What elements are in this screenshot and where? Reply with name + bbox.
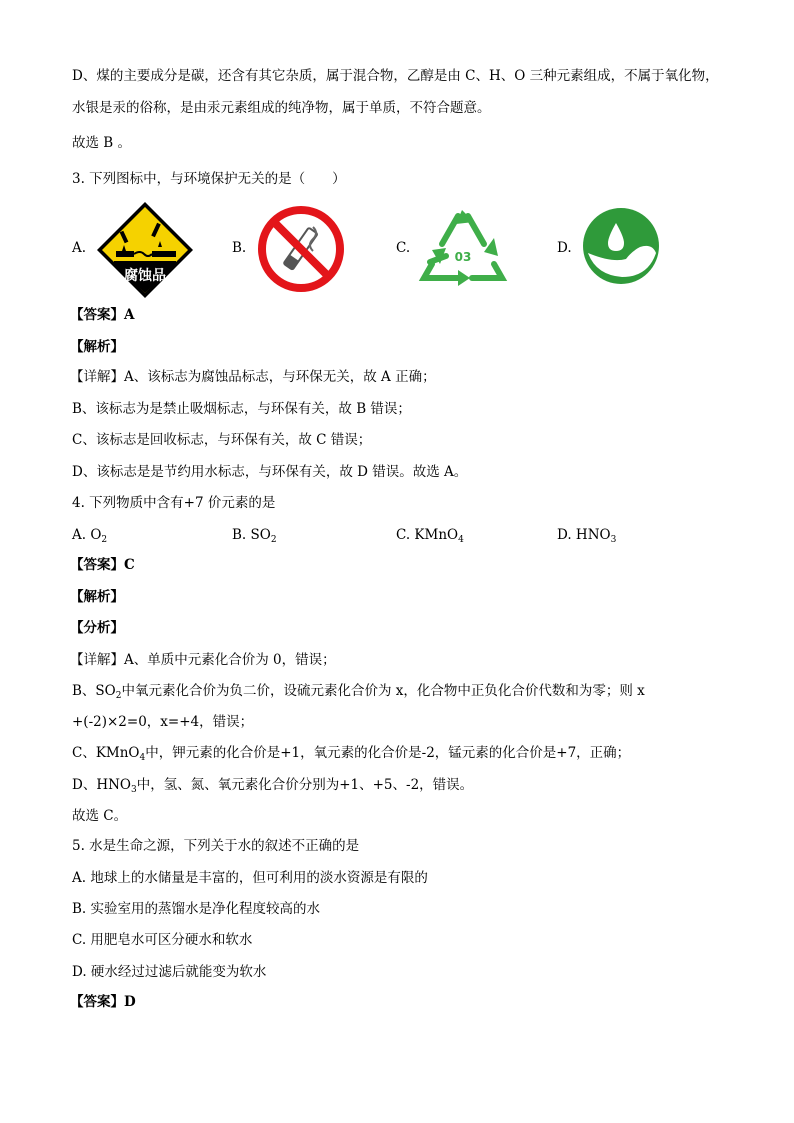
q4-detail-a: 【详解】A、单质中元素化合价为 0，错误； [70,652,336,668]
recycle-number: 03 [454,250,472,264]
q4-analysis-heading: 【解析】 [70,589,124,605]
corrosive-text: 腐蚀品 [124,268,166,284]
q4-option-a: A. $O_2$ [72,527,108,545]
q5-stem: 5. 水是生命之源，下列关于水的叙述不正确的是 [72,838,360,854]
recycle-icon [418,206,508,292]
q4-option-b: B. $SO_2$ [232,527,277,545]
q4-detail-d: D、$HNO_3$中，氢、氮、氧元素化合价分别为+1、+5、-2，错误。 [72,777,474,795]
water-saving-icon [582,207,660,289]
q3-analysis-heading: 【解析】 [70,339,124,355]
q3-stem: 3. 下列图标中，与环境保护无关的是（ ） [72,171,346,187]
q3-detail-b: B、该标志为是禁止吸烟标志，与环保有关，故 B 错误； [72,401,411,417]
no-smoking-icon [257,205,345,297]
q2-choice: 故选 B 。 [72,135,132,151]
q3-option-a-label: A. [72,240,87,256]
q4-stem: 4. 下列物质中含有+7 价元素的是 [72,495,276,511]
q4-option-c: C. KMnO$_4$ [396,527,464,545]
q4-option-d: D. $HNO_3$ [557,527,617,545]
q2-option-d-line1: D、煤的主要成分是碳，还含有其它杂质，属于混合物，乙醇是由 C、H、O 三种元素组成，不属于氧化物， [72,68,719,84]
q5-option-d: D. 硬水经过过滤后就能变为软水 [72,964,267,980]
corrosive-icon [96,201,194,299]
q3-answer: 【答案】A [70,307,135,323]
q4-detail-c: C、KMnO$_4$中，钾元素的化合价是+1，氧元素的化合价是-2，锰元素的化合价是+7，正确； [72,745,631,763]
q2-option-d-line2: 水银是汞的俗称，是由汞元素组成的纯净物，属于单质，不符合题意。 [72,100,491,116]
q5-option-c: C. 用肥皂水可区分硬水和软水 [72,932,253,948]
q4-detail-b1: B、$SO_2$中氧元素化合价为负二价，设硫元素化合价为 x，化合物中正负化合价代数和为零；则 x [72,683,645,701]
q4-fenxi-heading: 【分析】 [70,620,124,636]
q4-detail-b2: +(-2)×2=0，x=+4，错误； [72,714,254,730]
q3-option-d-label: D. [557,240,572,256]
q3-detail-a: 【详解】A、该标志为腐蚀品标志，与环保无关，故 A 正确； [70,369,436,385]
q3-detail-d: D、该标志是是节约用水标志，与环保有关，故 D 错误。故选 A。 [72,464,468,480]
q5-option-b: B. 实验室用的蒸馏水是净化程度较高的水 [72,901,321,917]
q4-choice: 故选 C。 [72,808,128,824]
q3-option-b-label: B. [232,240,247,256]
q4-answer: 【答案】C [70,557,135,573]
q3-detail-c: C、该标志是回收标志，与环保有关，故 C 错误； [72,432,372,448]
q5-option-a: A. 地球上的水储量是丰富的，但可利用的淡水资源是有限的 [72,870,428,886]
q3-option-c-label: C. [396,240,411,256]
q5-answer: 【答案】D [70,994,136,1010]
